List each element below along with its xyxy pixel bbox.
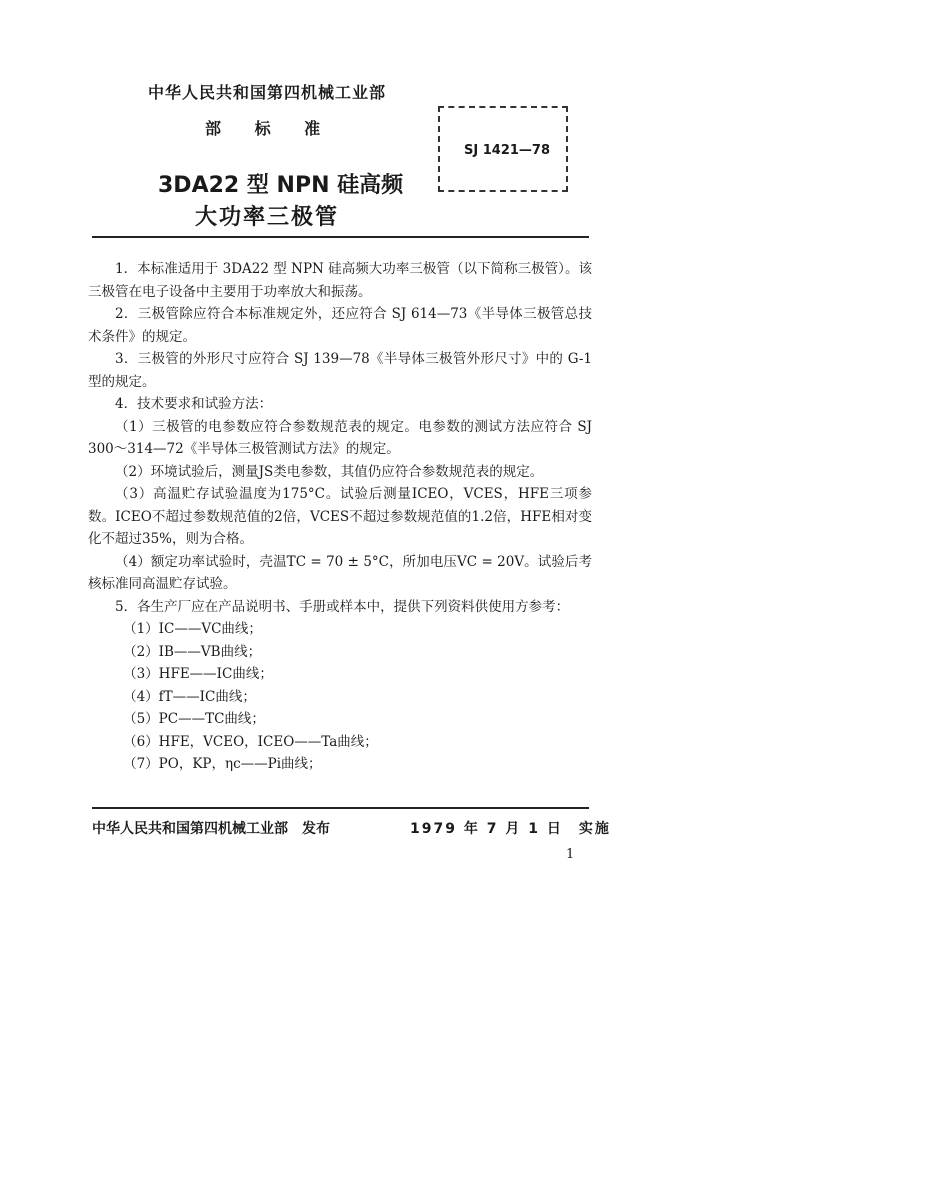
curve-item-6: （6）HFE，VCEO，ICEO——Ta曲线； xyxy=(123,733,378,750)
document-body xyxy=(88,258,592,776)
header-divider xyxy=(92,236,589,238)
curve-item-2: （2）IB——VB曲线； xyxy=(123,643,262,660)
clause-3: 3．三极管的外形尺寸应符合 SJ 139—78《半导体三极管外形尺寸》中的 G-1型的规定。 xyxy=(88,351,592,390)
curve-item-3: （3）HFE——IC曲线； xyxy=(123,666,273,682)
standard-type-label: 部 标 准 xyxy=(205,119,321,138)
clause-4-4: （4）额定功率试验时，壳温TC = 70 ± 5°C，所加电压VC = 20V。试验后考核标准同高温贮存试验。 xyxy=(88,553,592,592)
footer-effective-date: 1979 年 7 月 1 日 实施 xyxy=(410,821,611,837)
curve-item-4: （4）fT——IC曲线； xyxy=(123,688,256,705)
curve-item-7: （7）PO，KP，ηc——Pi曲线； xyxy=(123,756,322,772)
page-number: 1 xyxy=(566,847,575,862)
curve-item-5: （5）PC——TC曲线； xyxy=(123,711,265,727)
clause-1: 1．本标准适用于 3DA22 型 NPN 硅高频大功率三极管（以下简称三极管）。该三极管在电子设备中主要用于功率放大和振荡。 xyxy=(88,261,592,300)
clause-4-3: （3）高温贮存试验温度为175°C。试验后测量ICEO，VCES，HFE三项参数。ICEO不超过参数规范值的2倍，VCES不超过参数规范值的1.2倍，HFE相对变化不超过35%，则为合格。 xyxy=(88,486,592,547)
clause-4-1: （1）三极管的电参数应符合参数规范表的规定。电参数的测试方法应符合 SJ 300～314—72《半导体三极管测试方法》的规定。 xyxy=(88,418,592,457)
footer-divider xyxy=(92,807,589,809)
document-title-line2: 大功率三极管 xyxy=(195,205,340,230)
clause-5: 5．各生产厂应在产品说明书、手册或样本中，提供下列资料供使用方参考： xyxy=(115,598,570,615)
clause-4: 4．技术要求和试验方法： xyxy=(115,396,273,412)
clause-4-2: （2）环境试验后，测量JS类电参数，其值仍应符合参数规范表的规定。 xyxy=(115,463,544,480)
issuing-ministry: 中华人民共和国第四机械工业部 xyxy=(148,83,387,102)
standard-code: SJ 1421—78 xyxy=(464,143,550,158)
curve-item-1: （1）IC——VC曲线； xyxy=(123,621,262,637)
clause-2: 2．三极管除应符合本标准规定外，还应符合 SJ 614—73《半导体三极管总技术条件》的规定。 xyxy=(88,306,592,345)
document-title-line1: 3DA22 型 NPN 硅高频 xyxy=(158,173,404,198)
footer-publisher: 中华人民共和国第四机械工业部 发布 xyxy=(92,821,330,837)
